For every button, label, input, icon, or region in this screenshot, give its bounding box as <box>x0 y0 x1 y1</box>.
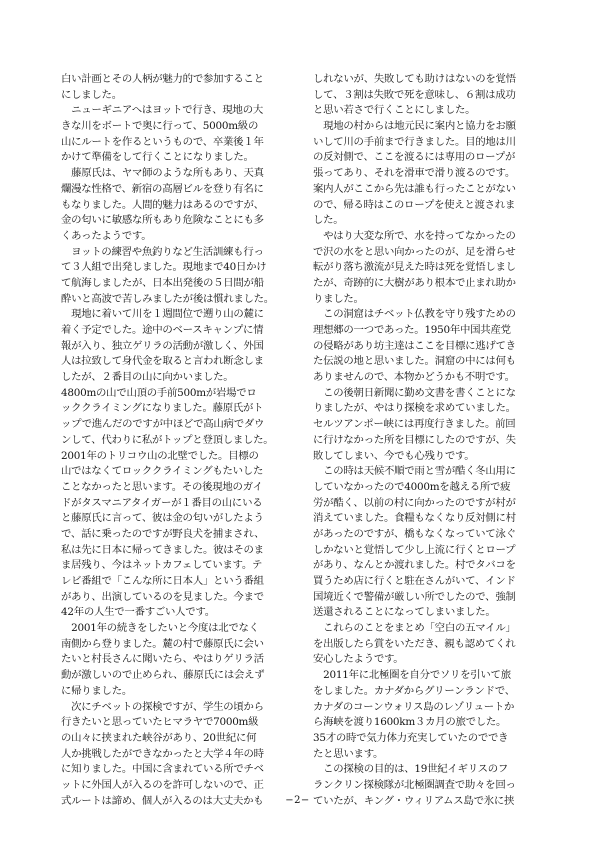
text-line: 42年の人生で一番すごい人です。 <box>61 606 215 619</box>
text-line: と思い若さで行くことにしました。 <box>313 104 476 117</box>
text-line: の山々に挟まれた峡谷があり、20世紀に何 <box>61 731 257 744</box>
text-line: 送還されることになってしまいました。 <box>313 606 496 619</box>
text-line: 安心したようです。 <box>313 653 404 666</box>
text-line: 藤原氏は、ヤマ師のような所もあり、天真 <box>61 167 264 180</box>
text-line: ッククライミングになりました。藤原氏がト <box>61 402 264 415</box>
right-column <box>313 72 545 809</box>
text-line: に帰りました。 <box>61 684 132 697</box>
text-line: たと思います。 <box>313 747 384 760</box>
text-line: して、３割は失敗で死を意味し、６割は成功 <box>313 88 516 101</box>
text-line: 人は拉致して身代金を取ると言われ断念しま <box>61 355 264 368</box>
text-line: 2011年に北極圏を自分でソリを引いて旅 <box>313 669 511 682</box>
text-line: 式ルートは諦め、個人が入るのは大丈夫かも <box>61 794 264 807</box>
text-line: に行けなかった所を目標にしたのですが、失 <box>313 433 516 446</box>
text-line: 動が激しいので止められ、藤原氏には会えず <box>61 669 265 682</box>
text-line: レビ番組で「こんな所に日本人」という番組 <box>61 575 264 587</box>
text-line: の侵略があり坊主達はここを目標に逃げてき <box>313 339 516 352</box>
text-line: きな川をボートで奥に行って、5000m級の <box>61 120 259 133</box>
text-line: かけて準備をして行くことになりました。 <box>61 151 254 164</box>
text-line: 2001年の続きをしたいと今度は北でなく <box>61 622 259 635</box>
text-line: 行きたいと思っていたヒマラヤで7000m級 <box>61 716 259 729</box>
text-line: ドがタスマニアタイガーが１番目の山にいる <box>61 496 263 509</box>
text-line: この後朝日新聞に勤め文書を書くことにな <box>313 386 516 399</box>
text-line: ありませんので、本物かどうかも不明です。 <box>313 371 515 384</box>
text-line: があったのですが、橋もなくなっていて泳ぐ <box>313 527 516 540</box>
text-line: 案内人がここから先は誰も行ったことがない <box>313 182 516 195</box>
text-line: 張ってあり、それを滑車で滑り渡るのです。 <box>313 167 515 180</box>
text-line: 山ではなくてロッククライミングもたいした <box>61 465 264 478</box>
text-line: 敗してしまい、今でも心残りです。 <box>313 449 475 462</box>
text-line: て３人組で出発しました。現地まで40日かけ <box>61 261 267 274</box>
text-line: ヨットの練習や魚釣りなど生活訓練も行っ <box>61 245 264 258</box>
text-line: しれないが、失敗しても助けはないのを覚悟 <box>313 73 516 85</box>
text-line: もなりました。人間的魅力はあるのですが、 <box>61 198 264 211</box>
text-line: やはり大変な所で、水を持ってなかったの <box>313 229 516 242</box>
text-line: 報が入り、独立ゲリラの活動が激しく、外国 <box>61 339 264 352</box>
text-line: 現地に着いて川を１週間位で遡り山の麓に <box>61 308 264 321</box>
text-line: この探検の目的は、19世紀イギリスのフ <box>313 763 509 776</box>
text-line: に知りました。中国に含まれている所でチベ <box>61 763 264 776</box>
text-line: 4800mの山で山頂の手前500mが岩場でロ <box>61 386 257 399</box>
text-line: 転がり落ち激流が見えた時は死を覚悟しまし <box>313 261 516 274</box>
text-line: しかないと覚悟して少し上流に行くとロープ <box>313 543 516 556</box>
text-line: 理想郷の一つであった。1950年中国共産党 <box>313 324 511 336</box>
text-line: ま居残り、今はネットカフェしています。テ <box>61 559 263 572</box>
text-line: ことなかったと思います。その後現地のガイ <box>61 480 263 493</box>
text-line: 山にルートを作るというもので、卒業後１年 <box>61 135 264 148</box>
text-line: て航海しましたが、日本出発後の５日間が船 <box>61 276 264 289</box>
text-line: と藤原氏に言って、彼は金の匂いがしたよう <box>61 512 264 525</box>
text-line: カナダのコーンウォリス島のレゾリュートか <box>313 700 515 713</box>
text-line: りましたが、やはり探検を求めていました。 <box>313 402 516 415</box>
text-line: 2001年のトリコウ山の北壁でした。目標の <box>61 449 259 462</box>
text-line: ニューギニアへはヨットで行き、現地の大 <box>61 104 263 117</box>
text-line: 着く予定でした。途中のベースキャンプに情 <box>61 324 264 336</box>
text-line: 35才の時で気力体力充実していたのででき <box>313 731 509 744</box>
text-line: 次にチベットの探検ですが、学生の頃から <box>61 700 264 713</box>
text-line: この洞窟はチベット仏教を守り残すための <box>313 308 516 321</box>
text-line: ップで進んだのですが中ほどで高山病でダウ <box>61 418 265 431</box>
text-line: ら海峡を渡り1600km３カ月の旅でした。 <box>313 716 507 729</box>
text-line: したが、２番目の山に向かいました。 <box>61 371 234 384</box>
text-line: があり、出演しているのを見ました。今まで <box>61 590 264 603</box>
text-line: した。 <box>313 214 344 227</box>
text-line: 人か挑戦したができなかったと大学４年の時 <box>61 747 264 760</box>
text-line: 買うため店に行くと駐在さんがいて、インド <box>313 575 516 587</box>
text-line: で沢の水をと思い向かったのが、足を滑らせ <box>313 245 516 258</box>
left-column <box>61 72 293 809</box>
text-line: ンして、代わりに私がトップと登頂しました。 <box>61 433 274 446</box>
text-line: 爛漫な性格で、新宿の高層ビルを登り有名に <box>61 182 264 195</box>
text-line: たいと村長さんに聞いたら、やはりゲリラ活 <box>61 653 264 666</box>
text-line: りました。 <box>313 292 364 305</box>
text-line: 南側から登りました。麓の村で藤原氏に会い <box>61 637 264 650</box>
text-line: 白い計画とその人柄が魅力的で参加すること <box>61 73 264 85</box>
text-line: 消えていました。食糧もなくなり反対側に村 <box>313 512 516 525</box>
text-line: 私は先に日本に帰ってきました。彼はそのま <box>61 543 264 556</box>
text-line: していなかったので4000mを越える所で疲 <box>313 480 511 493</box>
page-number: −2− <box>285 795 310 806</box>
text-line: ットに外国人が入るのを許可しないので、正 <box>61 778 264 791</box>
text-line: この時は天候不順で雨と雪が酷く冬山用に <box>313 465 516 478</box>
text-line: ランクリン探検隊が北極圏調査で助々を回っ <box>313 778 516 791</box>
text-line: ので、帰る時はこのロープを使えと渡されま <box>313 198 516 211</box>
text-line: た伝説の地と思いました。洞窟の中には何も <box>313 355 516 368</box>
text-line: 酔いと高波で苦しみましたが後は慣れました。 <box>61 292 274 305</box>
text-line: これらのことをまとめ「空白の五マイル」 <box>313 622 516 635</box>
text-line: 労が酷く、以前の村に向かったのですが村が <box>313 496 516 509</box>
text-line: をしました。カナダからグリーンランドで、 <box>313 684 515 697</box>
text-line: セルツアンポー峡には再度行きました。前回 <box>313 418 516 431</box>
text-line: ていたが、キング・ウィリアムス島で氷に挟 <box>313 794 515 807</box>
text-line: にしました。 <box>61 88 122 101</box>
text-line: たが、奇跡的に大樹があり根本で止まれ助か <box>313 276 516 289</box>
text-line: があり、なんとか渡れました。村でタバコを <box>313 559 516 572</box>
text-line: で、話に乗ったのですが野良犬を捕まされ、 <box>61 527 265 540</box>
text-line: を出版したら賞をいただき、親も認めてくれ <box>313 637 516 650</box>
text-line: いして川の手前まで行きました。目的地は川 <box>313 135 516 148</box>
text-line: 金の匂いに敏感な所もあり危険なことにも多 <box>61 214 264 227</box>
text-line: 国境近くで警備が厳しい所でしたので、強制 <box>313 590 516 603</box>
text-line: の反対側で、ここを渡るには専用のロープが <box>313 151 516 164</box>
text-line: 現地の村からは地元民に案内と協力をお願 <box>313 120 516 133</box>
text-line: くあったようです。 <box>61 229 152 242</box>
